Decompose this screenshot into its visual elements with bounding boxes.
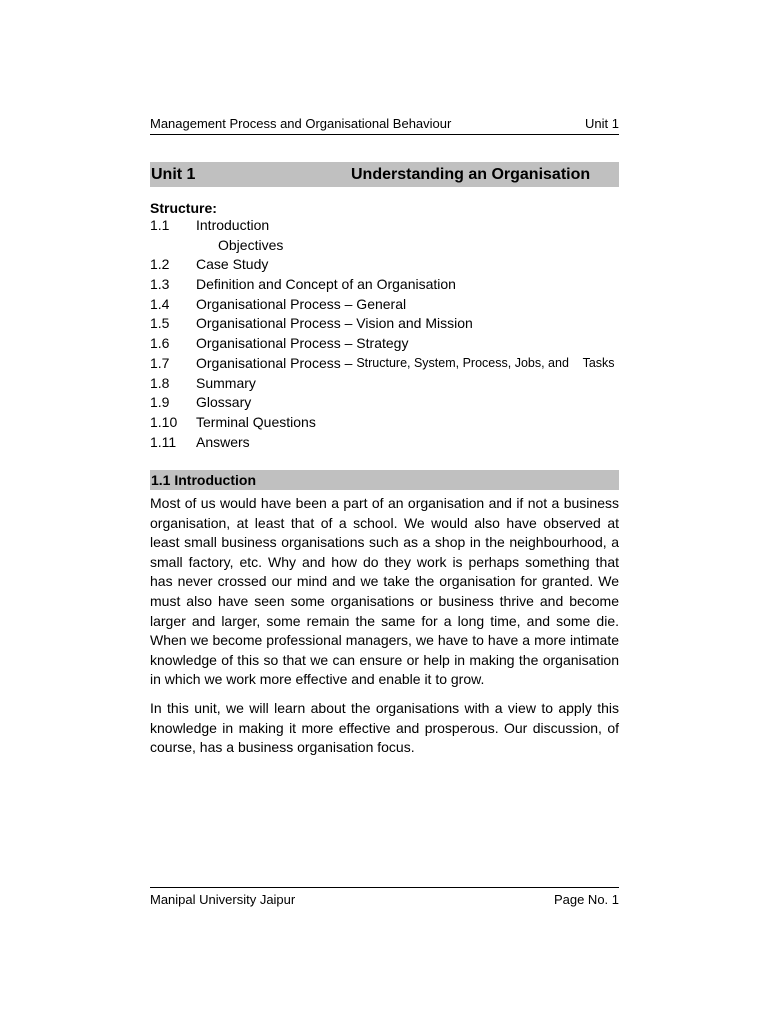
header-book-title: Management Process and Organisational Behaviour [150,116,452,131]
structure-item-text: Objectives [218,236,284,253]
structure-item-text: Summary [196,374,256,391]
structure-item-text: Organisational Process – Strategy [196,335,409,352]
structure-item [150,354,619,374]
body-paragraph: Most of us would have been a part of an organisation and if not a business organisation, at least that of a school. We would also have observed at least small business organisations such as a shop in the neighbourhood, a small factory, etc. Why and how do they work is perhaps something that has never crossed our mind and we take the organisation for granted. We must also have seen some organisations or business thrive and become larger and larger, some remain the same for a long time, and some die. When we become professional managers, we have to have a more intimate knowledge of this so that we can ensure or help in making the organisation in which we work more effective and enable it to grow. [150,495,619,688]
structure-item-text: Definition and Concept of an Organisation [196,276,456,293]
structure-list [150,216,619,452]
structure-item-number: 1.9 [150,394,170,411]
structure-item-text: Glossary [196,394,252,411]
unit-title: Understanding an Organisation [351,165,591,183]
section-heading: 1.1 Introduction [150,470,619,490]
structure-item [150,433,619,453]
structure-item-text: Case Study [196,256,269,273]
structure-item [150,236,619,256]
structure-item [150,255,619,275]
body-paragraph: In this unit, we will learn about the organisations with a view to apply this knowledge in making it more effective and prosperous. Our discussion, of course, has a business organisation focus. [150,700,619,756]
running-footer [150,887,619,907]
structure-item-text: Terminal Questions [196,413,316,430]
unit-number: Unit 1 [151,165,196,183]
structure-item-number: 1.11 [150,433,177,450]
structure-item-text-small: Structure, System, Process, Jobs, and Tasks [356,355,615,370]
structure-item-text: Organisational Process – General [196,295,407,312]
structure-item-text: Introduction [196,217,270,233]
structure-item-number: 1.1 [150,217,170,233]
structure-item-number: 1.5 [150,315,170,332]
structure-item [150,314,619,334]
structure-item [150,216,619,236]
structure-item [150,413,619,433]
structure-item [150,295,619,315]
structure-item-number [150,236,196,256]
running-header [150,116,619,135]
structure-item-number: 1.10 [150,413,178,430]
structure-item-text: Answers [196,433,250,450]
footer-institution: Manipal University Jaipur [150,892,296,907]
structure-item-number: 1.6 [150,335,170,352]
structure-item-number: 1.2 [150,256,170,273]
structure-item [150,334,619,354]
structure-item-number: 1.4 [150,295,170,312]
structure-item [150,275,619,295]
structure-item [150,374,619,394]
structure-item-number: 1.3 [150,276,170,293]
header-unit-label: Unit 1 [585,116,619,131]
structure-item-text: Organisational Process – [196,354,357,371]
structure-item-number: 1.7 [150,354,170,371]
structure-item-number: 1.8 [150,374,170,391]
document-page [150,0,619,1024]
footer-page-number: Page No. 1 [553,892,619,907]
structure-item-text: Organisational Process – Vision and Mission [196,315,473,332]
structure-item [150,393,619,413]
structure-label: Structure: [150,200,217,216]
unit-banner [150,162,619,187]
